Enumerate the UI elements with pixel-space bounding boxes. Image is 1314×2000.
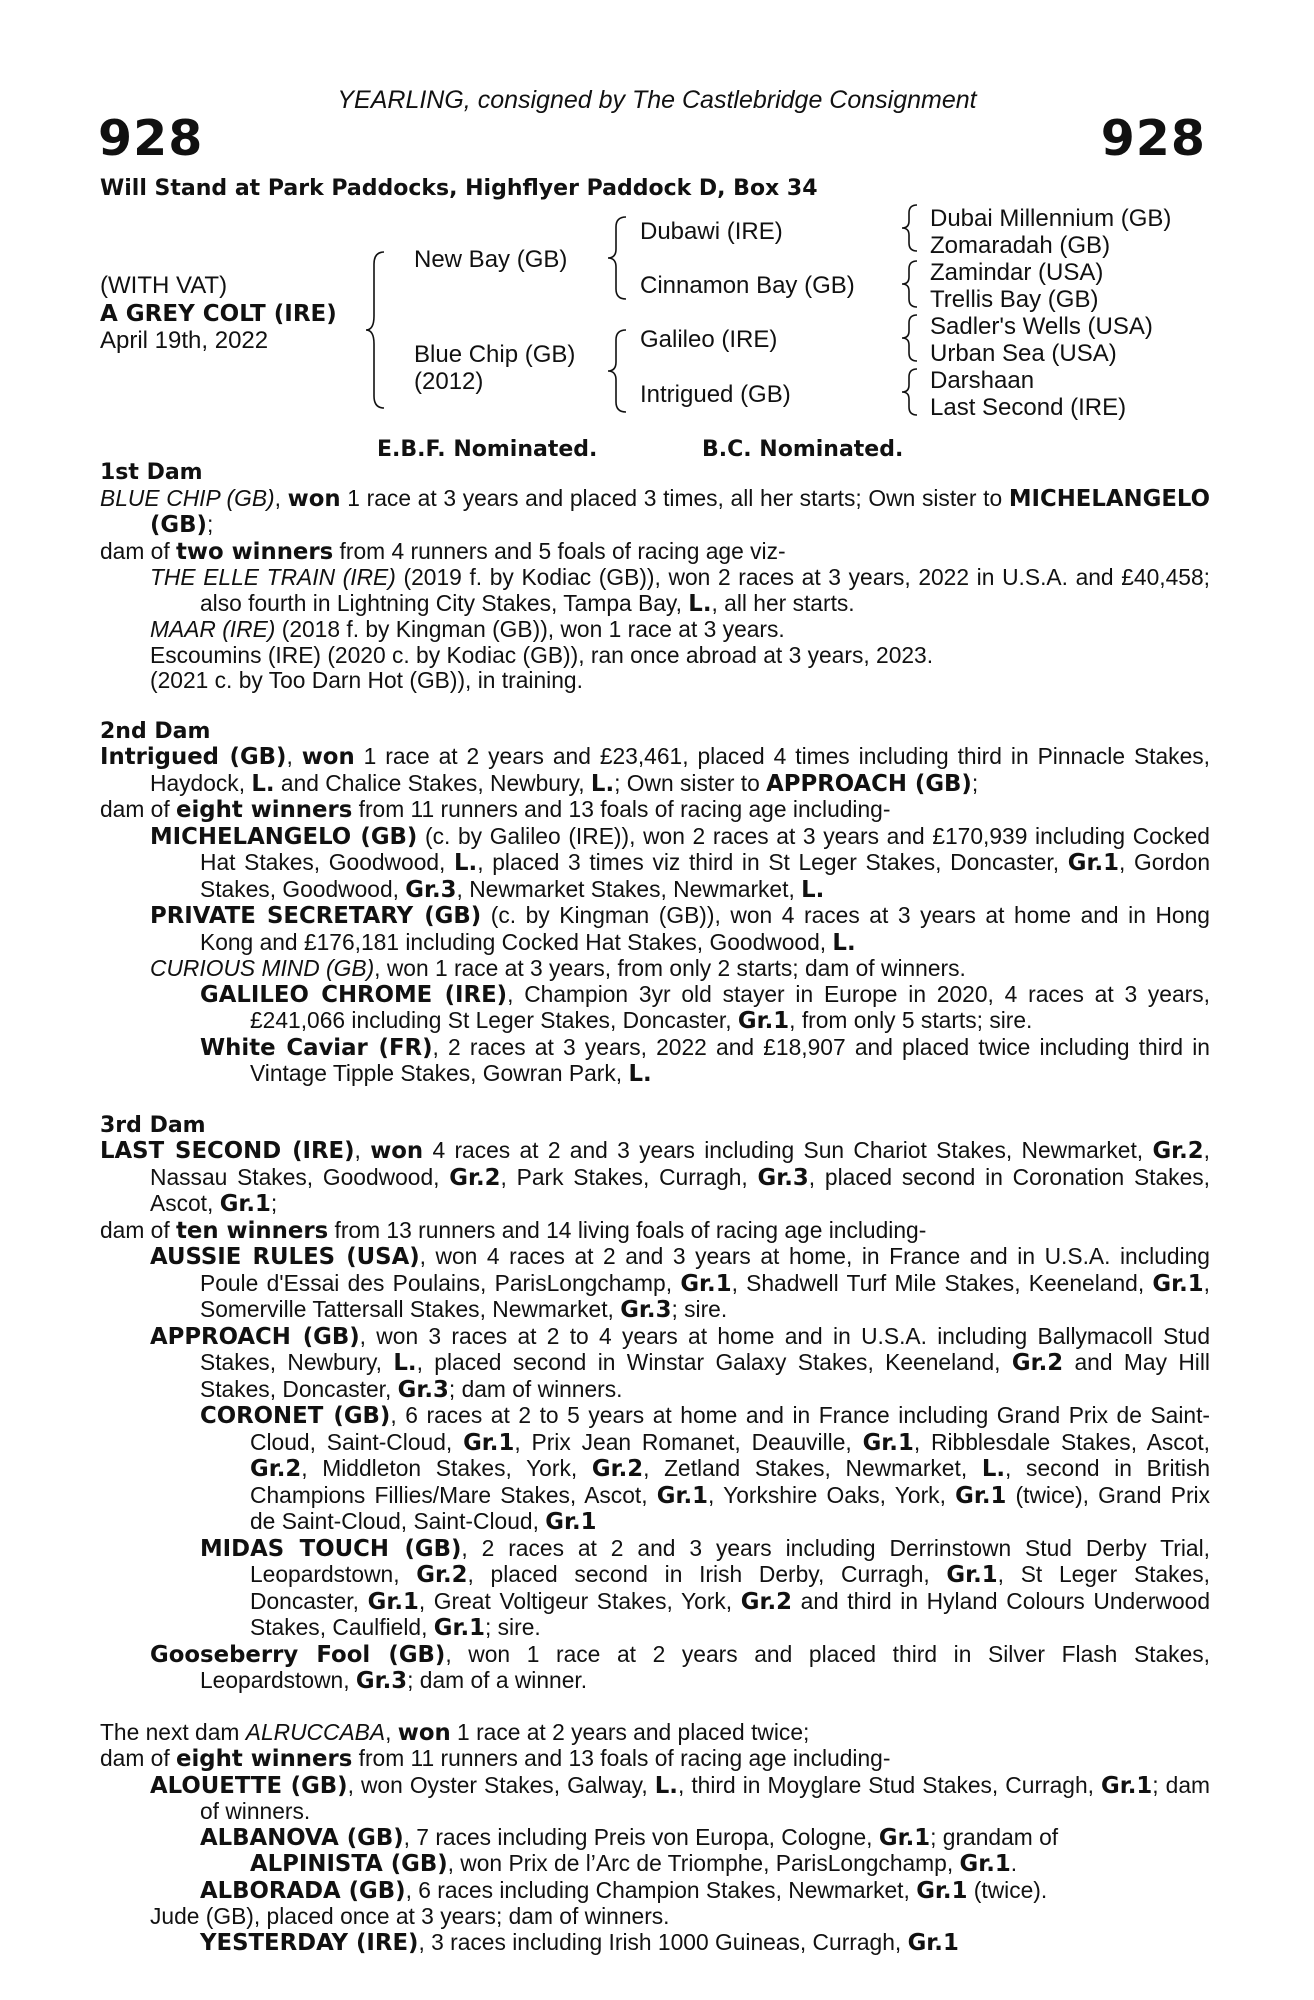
pedigree-sdd: Trellis Bay (GB) (930, 286, 1099, 313)
produce-entry: YESTERDAY (IRE), 3 races including Irish 1000 Guineas, Curragh, Gr.1 (200, 1928, 959, 1956)
pedigree-dam-dam: Intrigued (GB) (640, 381, 791, 408)
pedigree-bracket-sd (905, 259, 921, 309)
produce-entry: Jude (GB), placed once at 3 years; dam of winners. (150, 1903, 670, 1929)
third-dam-produce-intro: dam of ten winners from 13 runners and 14 living foals of racing age including- (100, 1216, 927, 1244)
pedigree-bracket-dd (905, 367, 921, 417)
pedigree-bracket-sire (612, 215, 632, 301)
third-dam-heading: 3rd Dam (100, 1112, 206, 1138)
vat-note: (WITH VAT) (100, 272, 228, 299)
pedigree-sds: Zamindar (USA) (930, 259, 1104, 286)
produce-entry: CORONET (GB), 6 races at 2 to 5 years at home and in France including Grand Prix de Saint-Cloud, Saint-Cloud, Gr.1, Prix Jean Romanet, Deauville, Gr.1, Ribblesdale Stakes, Ascot, Gr.2, Middleton Stakes, York, Gr.2, Zetland Stakes, Newmarket, L., second in British Champions Fillies/Mare Stakes, Ascot, Gr.1, Yorkshire Oaks, York, Gr.1 (twice), Grand Prix de Saint-Cloud, Saint-Cloud, Gr.1 (200, 1402, 1211, 1535)
first-dam-entry: BLUE CHIP (GB), won 1 race at 3 years and placed 3 times, all her starts; Own sister to MICHELANGELO (GB); (100, 484, 1210, 538)
produce-entry: APPROACH (GB), won 3 races at 2 to 4 years at home and in U.S.A. including Ballymacoll Stud Stakes, Newbury, L., placed second in Winstar Galaxy Stakes, Keeneland, Gr.2 and May Hill Stakes, Doncaster, Gr.3; dam of winners. (150, 1322, 1211, 1403)
stand-location: Will Stand at Park Paddocks, Highflyer Paddock D, Box 34 (100, 176, 818, 201)
next-dam-entry: The next dam ALRUCCABA, won 1 race at 2 years and placed twice; (100, 1718, 810, 1746)
first-dam-produce-intro: dam of two winners from 4 runners and 5 foals of racing age viz- (100, 537, 786, 565)
pedigree-sire-dam: Cinnamon Bay (GB) (640, 272, 855, 299)
produce-entry: MICHELANGELO (GB) (c. by Galileo (IRE)), won 2 races at 3 years and £170,939 including Cocked Hat Stakes, Goodwood, L., placed 3 times viz third in St Leger Stakes, Doncaster, Gr.1, Gordon Stakes, Goodwood, Gr.3, Newmarket Stakes, Newmarket, L. (150, 822, 1210, 903)
produce-entry: ALOUETTE (GB), won Oyster Stakes, Galway, L., third in Moyglare Stud Stakes, Curragh, Gr.1; dam of winners. (150, 1771, 1211, 1824)
next-dam-produce-intro: dam of eight winners from 11 runners and 13 foals of racing age including- (100, 1745, 891, 1772)
bc-nomination: B.C. Nominated. (702, 437, 904, 462)
produce-entry: AUSSIE RULES (USA), won 4 races at 2 and 3 years at home, in France and in U.S.A. including Poule d'Essai des Poulains, ParisLongchamp, Gr.1, Shadwell Turf Mile Stakes, Keeneland, Gr.1, Somerville Tattersall Stakes, Newmarket, Gr.3; sire. (150, 1243, 1210, 1323)
pedigree-ddd: Last Second (IRE) (930, 394, 1127, 421)
produce-entry: MIDAS TOUCH (GB), 2 races at 2 and 3 years including Derrinstown Stud Derby Trial, Leopardstown, Gr.2, placed second in Irish Derby, Curragh, Gr.1, St Leger Stakes, Doncaster, Gr.1, Great Voltigeur Stakes, York, Gr.2 and third in Hyland Colours Underwood Stakes, Caulfield, Gr.1; sire. (200, 1534, 1211, 1641)
pedigree-sss: Dubai Millennium (GB) (930, 205, 1172, 232)
produce-entry: Escoumins (IRE) (2020 c. by Kodiac (GB)), ran once abroad at 3 years, 2023. (150, 641, 934, 668)
lot-name: A GREY COLT (IRE) (100, 301, 337, 327)
pedigree-dds: Darshaan (930, 367, 1035, 394)
pedigree-dam-year: (2012) (414, 368, 484, 395)
pedigree-dss: Sadler's Wells (USA) (930, 313, 1153, 340)
produce-entry: ALPINISTA (GB), won Prix de l’Arc de Triomphe, ParisLongchamp, Gr.1. (250, 1850, 1018, 1877)
produce-entry: PRIVATE SECRETARY (GB) (c. by Kingman (GB)), won 4 races at 3 years at home and in Hong Kong and £176,181 including Cocked Hat Stakes, Goodwood, L. (150, 902, 1210, 956)
pedigree-bracket-dam (612, 328, 632, 414)
pedigree-dam: Blue Chip (GB) (414, 341, 576, 368)
lot-number-right: 928 (1100, 110, 1206, 167)
pedigree-dsd: Urban Sea (USA) (930, 340, 1117, 367)
produce-entry: ALBANOVA (GB), 7 races including Preis von Europa, Cologne, Gr.1; grandam of (200, 1823, 1059, 1851)
catalogue-page-text (100, 460, 1210, 1956)
second-dam-heading: 2nd Dam (100, 718, 211, 744)
date-of-birth: April 19th, 2022 (100, 327, 269, 354)
produce-entry: GALILEO CHROME (IRE), Champion 3yr old stayer in Europe in 2020, 4 races at 3 years, £241,066 including St Leger Stakes, Doncaster, Gr.1, from only 5 starts; sire. (200, 980, 1210, 1034)
produce-entry: MAAR (IRE) (2018 f. by Kingman (GB)), won 1 race at 3 years. (150, 616, 785, 642)
produce-entry: CURIOUS MIND (GB), won 1 race at 3 years, from only 2 starts; dam of winners. (150, 955, 966, 981)
produce-entry: Gooseberry Fool (GB), won 1 race at 2 years and placed third in Silver Flash Stakes, Leopardstown, Gr.3; dam of a winner. (150, 1640, 1210, 1694)
pedigree-bracket-ss (905, 203, 921, 253)
pedigree-dam-sire: Galileo (IRE) (640, 326, 778, 353)
ebf-nomination: E.B.F. Nominated. (377, 437, 598, 462)
produce-entry: (2021 c. by Too Darn Hot (GB)), in training. (150, 667, 583, 693)
pedigree-bracket-main (370, 250, 390, 410)
produce-entry: ALBORADA (GB), 6 races including Champion Stakes, Newmarket, Gr.1 (twice). (200, 1876, 1048, 1904)
pedigree-bracket-ds (905, 313, 921, 363)
third-dam-entry: LAST SECOND (IRE), won 4 races at 2 and 3 years including Sun Chariot Stakes, Newmarket, Gr.2, Nassau Stakes, Goodwood, Gr.2, Park Stakes, Curragh, Gr.3, placed second in Coronation Stakes, Ascot, Gr.1; (100, 1137, 1211, 1217)
second-dam-produce-intro: dam of eight winners from 11 runners and 13 foals of racing age including- (100, 796, 891, 823)
consignment-header: YEARLING, consigned by The Castlebridge Consignment (337, 86, 977, 114)
lot-number-left: 928 (98, 110, 204, 167)
pedigree-sire-sire: Dubawi (IRE) (640, 218, 783, 245)
pedigree-ssd: Zomaradah (GB) (930, 232, 1111, 259)
produce-entry: White Caviar (FR), 2 races at 3 years, 2022 and £18,907 and placed twice including third in Vintage Tipple Stakes, Gowran Park, L. (200, 1033, 1210, 1087)
first-dam-heading: 1st Dam (100, 460, 203, 485)
pedigree-sire: New Bay (GB) (414, 246, 568, 273)
produce-entry: THE ELLE TRAIN (IRE) (2019 f. by Kodiac (GB)), won 2 races at 3 years, 2022 in U.S.A. and £40,458; also fourth in Lightning City Stakes, Tampa Bay, L., all her starts. (150, 564, 1210, 617)
second-dam-entry: Intrigued (GB), won 1 race at 2 years and £23,461, placed 4 times including third in Pinnacle Stakes, Haydock, L. and Chalice Stakes, Newbury, L.; Own sister to APPROACH (GB); (100, 743, 1210, 797)
